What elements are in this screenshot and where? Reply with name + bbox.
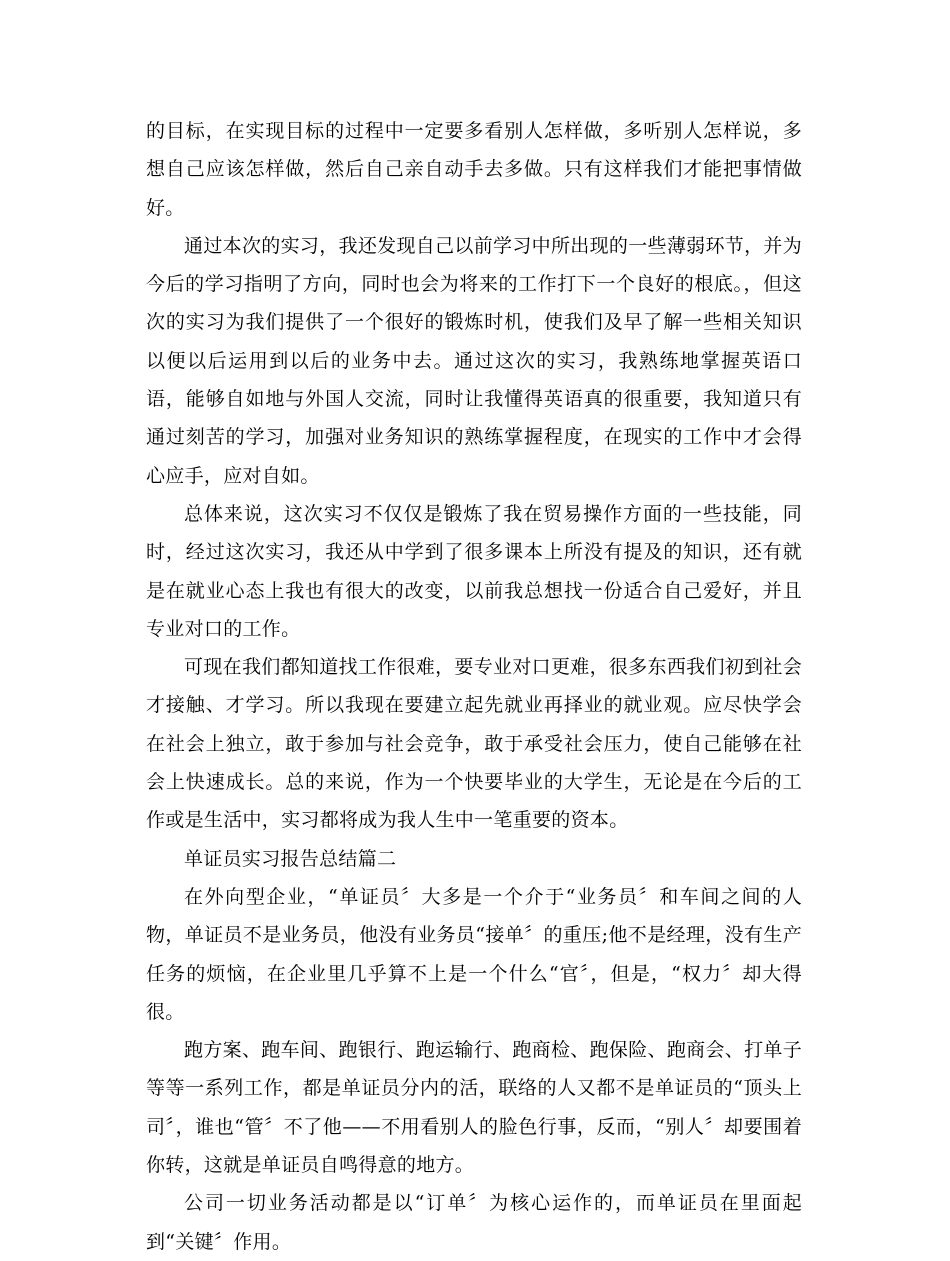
paragraph-2: 通过本次的实习，我还发现自己以前学习中所出现的一些薄弱环节，并为今后的学习指明了方向，同时也会为将来的工作打下一个良好的根底。，但这次的实习为我们提供了一个很好的锻炼时机，使我们及早了解一些相关知识以便以后运用到以后的业务中去。通过这次的实习，我熟练地掌握英语口语，能够自如地与外国人交流，同时让我懂得英语真的很重要，我知道只有通过刻苦的学习，加强对业务知识的熟练掌握程度，在现实的工作中才会得心应手，应对自如。 bbox=[146, 234, 802, 487]
paragraph-4: 可现在我们都知道找工作很难，要专业对口更难，很多东西我们初到社会才接触、才学习。所以我现在要建立起先就业再择业的就业观。应尽快学会在社会上独立，敢于参加与社会竞争，敢于承受社会压力，使自己能够在社会上快速成长。总的来说，作为一个快要毕业的大学生，无论是在今后的工作或是生活中，实习都将成为我人生中一笔重要的资本。 bbox=[146, 656, 802, 832]
paragraph-1: 的目标，在实现目标的过程中一定要多看别人怎样做，多听别人怎样说，多想自己应该怎样做，然后自己亲自动手去多做。只有这样我们才能把事情做好。 bbox=[146, 120, 802, 219]
section-heading: 单证员实习报告总结篇二 bbox=[184, 847, 397, 870]
paragraph-3: 总体来说，这次实习不仅仅是锻炼了我在贸易操作方面的一些技能，同时，经过这次实习，我还从中学到了很多课本上所没有提及的知识，还有就是在就业心态上我也有很大的改变，以前我总想找一份适合自己爱好，并且专业对口的工作。 bbox=[146, 502, 802, 640]
paragraph-5: 在外向型企业，“单证员〞大多是一个介于“业务员〞和车间之间的人物，单证员不是业务员，他没有业务员“接单〞的重压;他不是经理，没有生产任务的烦恼，在企业里几乎算不上是一个什么“官〞，但是，“权力〞却大得很。 bbox=[146, 885, 802, 1023]
document-page bbox=[146, 112, 802, 1261]
paragraph-7: 公司一切业务活动都是以“订单〞为核心运作的，而单证员在里面起到“关键〞作用。 bbox=[146, 1192, 802, 1253]
paragraph-6: 跑方案、跑车间、跑银行、跑运输行、跑商检、跑保险、跑商会、打单子等等一系列工作，都是单证员分内的活，联络的人又都不是单证员的“顶头上司〞，谁也“管〞不了他——不用看别人的脸色行事，反而，“别人〞却要围着你转，这就是单证员自鸣得意的地方。 bbox=[146, 1039, 802, 1177]
